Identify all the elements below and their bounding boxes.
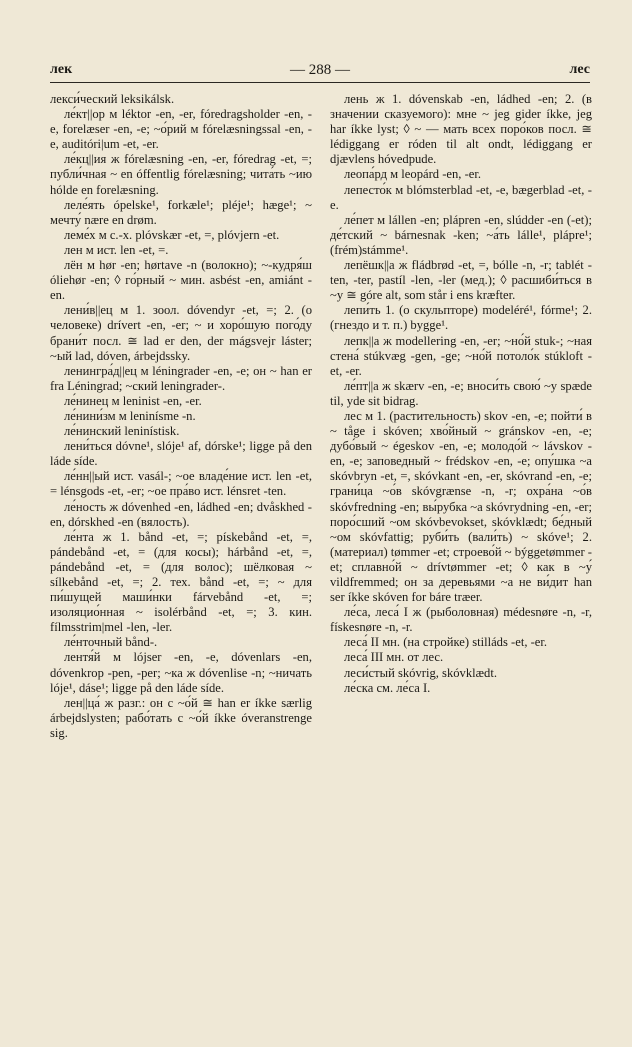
entry: леле́ять ópelske¹, forkæle¹; pléje¹; hæge¹; ~ мечту́ nære en drøm.: [50, 197, 312, 227]
entry: ле́нн||ый ист. vasál-; ~ое владе́ние ист. len -et, = lénsgods -et, -er; ~ое пра́во ист. lénsret -ten.: [50, 469, 312, 499]
entry: лени́ться dóvne¹, slóje¹ af, dórske¹; ligge på den láde síde.: [50, 439, 312, 469]
entry: лён м hør -en; hørtave -n (волокно); ~-кудря́ш óliehør -en; ◊ го́рный ~ мин. asbést -en, amiánt -en.: [50, 258, 312, 303]
header-left-guide-word: лек: [50, 62, 73, 77]
entry: леопа́рд м leopárd -en, -er.: [344, 167, 482, 182]
header-right-guide-word: лес: [569, 62, 590, 77]
entry: лепесто́к м blómsterblad -et, -e, bægerblad -et, -e.: [330, 182, 592, 212]
entry: лен м ист. len -et, =.: [64, 242, 169, 257]
entry: ле́нинский leninístisk.: [64, 424, 180, 439]
entry: лень ж 1. dóvenskab -en, ládhed -en; 2. (в значении сказуемого): мне ~ jeg gider íkke, jeg har íkke lyst; ◊ ~ — мать всех поро́ков посл. ≅ lédiggang er róden til alt ondt, lédiggang er djævlens hóvedpude.: [330, 92, 592, 167]
entry: ленингра́д||ец м léningrader -en, -e; он ~ han er fra Léningrad; ~ский leningrader-.: [50, 363, 312, 393]
entry: ле́са, леса́ I ж (рыболовная) médesnøre -n, -r, fískesnøre -n, -r.: [330, 605, 592, 635]
page-number: — 288 —: [290, 62, 350, 78]
entry: леса́ II мн. (на стройке) stilláds -et, -er.: [344, 635, 548, 650]
right-column: [330, 92, 592, 696]
entry: ле́нта ж 1. bånd -et, =; pískebånd -et, =, pándebånd -et, = (для косы); hárbånd -et, =, pándebånd -et, = (для волос); шёлковая ~ sílkebånd -et, =; 2. тех. bånd -et, =; ~ для пи́шущей маши́нки fárvebånd -et, =; изоляцио́нная ~ isolérbånd -et, =; 3. кин. fílmsstrim|mel -len, -ler.: [50, 529, 312, 635]
entry: ле́кц||ия ж fórelæsning -en, -er, fóredrag -et, =; публи́чная ~ en óffentlig fórelæsning; чита́ть ~ию hólde en forelæsning.: [50, 152, 312, 197]
entry: леси́стый skóvrig, skóvklædt.: [344, 665, 497, 680]
entry: лени́в||ец м 1. зоол. dóvendyr -et, =; 2. (о человеке) drívert -en, -er; ~ и хоро́шую пого́ду брани́т посл. ≅ lad er den, der mágsvejr láster; ~ый lad, dóven, árbejdssky.: [50, 303, 312, 363]
entry: лепи́ть 1. (о скульпторе) modeléré¹, fórme¹; 2. (гнездо и т. п.) bygge¹.: [330, 303, 592, 333]
entry: леса́ III мн. от лес.: [344, 650, 444, 665]
entry: леме́х м с.-х. plóvskær -et, =, plóvjern -et.: [64, 227, 280, 242]
entry: ле́кт||ор м léktor -en, -er, fóredragsholder -en, -e, forelæser -en, -e; ~о́рий м fórelæsningssal -en, -e, auditóri|um -et, -er.: [50, 107, 312, 152]
entry: ле́ска см. ле́са I.: [344, 680, 431, 695]
entry: ле́пт||а ж skærv -en, -e; вноси́ть свою́ ~у spæde til, yde sit bidrag.: [330, 378, 592, 408]
entry: ле́нточный bånd-.: [64, 635, 158, 650]
entry: лекси́ческий leksikálsk.: [50, 92, 175, 106]
entry: ле́ность ж dóvenhed -en, ládhed -en; dvåskhed -en, dórskhed -en (вялость).: [50, 499, 312, 529]
entry: лен||ца́ ж разг.: он с ~о́й ≅ han er íkke særlig árbejdslysten; рабо́тать с ~о́й íkke óveranstrenge sig.: [50, 695, 312, 740]
entry: ле́нини́зм м leninísme -n.: [64, 408, 196, 423]
entry: лепёшк||а ж fládbrød -et, =, bólle -n, -r; tablét -ten, -ter, pastíl -len, -ler (мед.); ◊ расшиби́ться в ~у ≅ góre alt, som står i ens kræfter.: [330, 258, 592, 303]
entry: лентя́й м lójser -en, -e, dóvenlars -en, dóvenkrop -pen, -per; ~ка ж dóvenlise -n; ~ничать lóje¹, dáse¹; ligge på den láde síde.: [50, 650, 312, 695]
left-column: [50, 92, 312, 741]
page-header: [50, 62, 590, 83]
entry: лепк||а ж modellering -en, -er; ~но́й stuk-; ~ная стена́ stúkvæg -gen, -ge; ~но́й потоло́к stúkloft -et, -er.: [330, 333, 592, 378]
entry: ле́пет м lállen -en; plápren -en, slúdder -en (-et); де́тский ~ bárnesnak -ken; ~а́ть lálle¹, plápre¹; (frém)stámme¹.: [330, 212, 592, 257]
entry: ле́нинец м leninist -en, -er.: [64, 393, 202, 408]
entry: лес м 1. (растительность) skov -en, -e; пойти́ в ~ tåge i skóven; хво́йный ~ gránskov -en, -e; дубо́вый ~ égeskov -en, -e; молодо́й ~ lávskov -en, -e; заповедный ~ frédskov -en, -e; опу́шка ~а skóvbryn -et, =, skóvkant -en, -er, skóvrand -en, -e; грани́ца ~о́в skóvgrænse -n, -r; охра́на ~о́в skóvfredning -en; вы́рубка ~а skóvrydning -en, -er; поро́сший ~ом skóvbevokset, skóvklædt; бе́дный ~ом skóvfattig; руби́ть (вали́ть) ~ skóve¹; 2. (материал) tømmer -et; строево́й ~ býggetømmer -et; сплавно́й ~ drívtømmer -et; ◊ как в ~у́ vildfremmed; он за деревьями ~а не ви́дит han ser íkke skóven for báre træer.: [330, 408, 592, 605]
